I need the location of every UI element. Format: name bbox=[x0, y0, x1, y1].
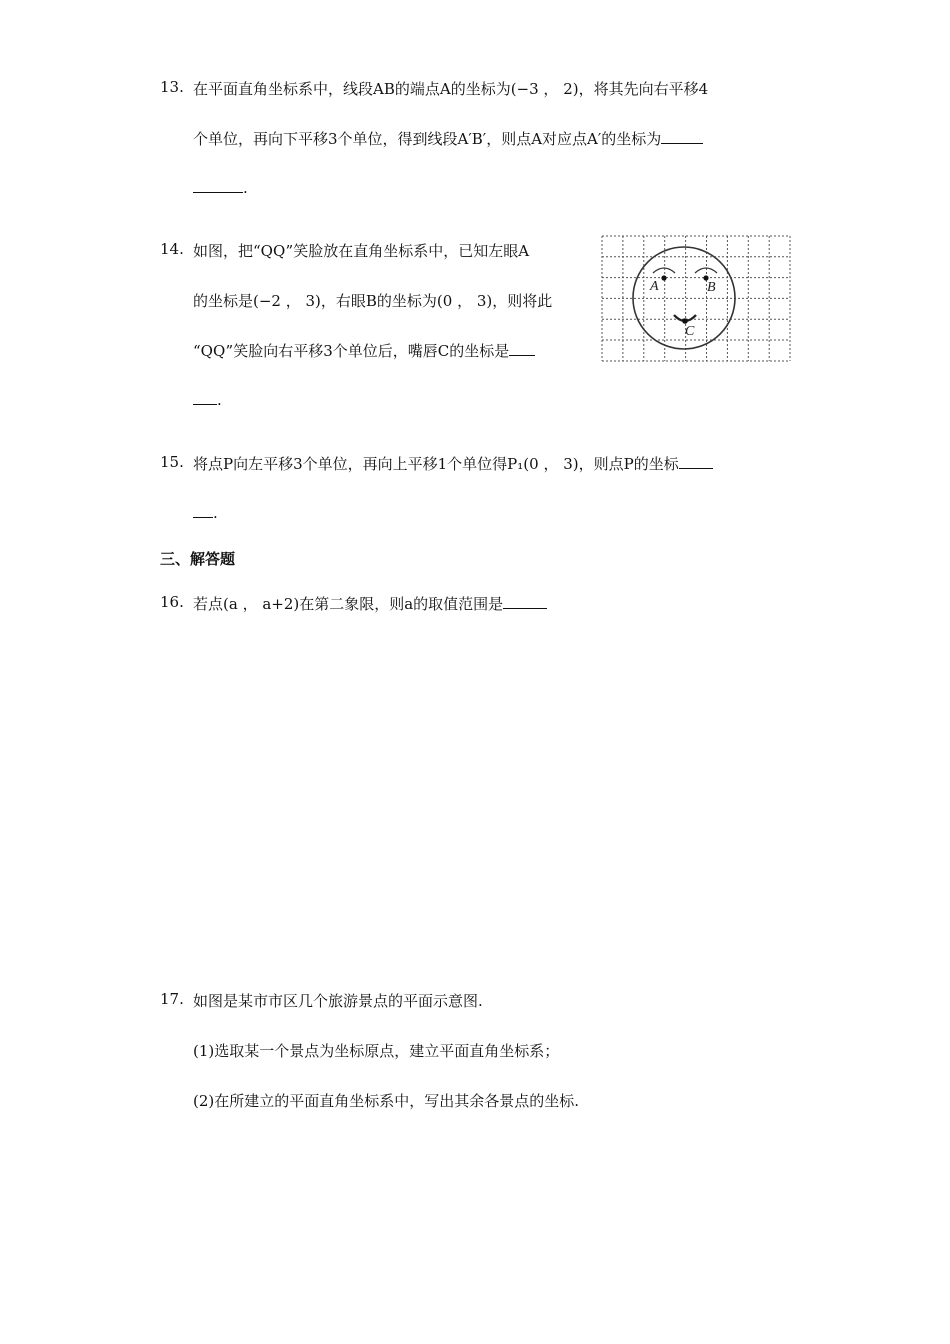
q13-period: . bbox=[243, 179, 248, 197]
figure-grid bbox=[602, 236, 790, 361]
q14-period: . bbox=[217, 391, 222, 409]
q15-number: 15. bbox=[160, 453, 184, 471]
q17-part1: (1)选取某一个景点为坐标原点，建立平面直角坐标系； bbox=[193, 1042, 560, 1060]
q13-answer-blank-1 bbox=[661, 129, 703, 144]
label-b: B bbox=[707, 280, 716, 295]
q14-number: 14. bbox=[160, 240, 184, 258]
q16-line1 bbox=[193, 593, 547, 614]
left-eye-point-a bbox=[661, 275, 666, 280]
q15-answer-blank-2 bbox=[193, 503, 213, 518]
q15-answer-blank-1 bbox=[679, 454, 713, 469]
q14-answer-blank-2 bbox=[193, 390, 217, 405]
mouth-point-c bbox=[682, 318, 688, 324]
q15-line1 bbox=[193, 453, 713, 474]
section-title: 三、解答题 bbox=[160, 550, 236, 568]
q14-answer-blank-1 bbox=[509, 341, 535, 356]
qq-smiley-figure bbox=[601, 235, 791, 363]
q17-line1: 如图是某市市区几个旅游景点的平面示意图. bbox=[193, 992, 483, 1010]
q16-answer-blank bbox=[503, 594, 547, 609]
label-c: C bbox=[685, 324, 695, 339]
q14-line3 bbox=[193, 340, 535, 361]
label-a: A bbox=[650, 279, 659, 294]
left-eyebrow bbox=[653, 268, 675, 273]
q14-line2: 的坐标是(−2 ， 3)，右眼B的坐标为(0 ， 3)，则将此 bbox=[193, 292, 553, 310]
q13-line2-text: 个单位，再向下平移3个单位，得到线段A′B′，则点A对应点A′的坐标为 bbox=[193, 130, 662, 148]
q14-line3-text: “QQ”笑脸向右平移3个单位后，嘴唇C的坐标是 bbox=[193, 342, 510, 360]
q13-line2 bbox=[193, 128, 703, 149]
q14-line4 bbox=[193, 390, 222, 409]
q15-line2 bbox=[193, 503, 218, 522]
q15-period: . bbox=[213, 504, 218, 522]
q17-part2: (2)在所建立的平面直角坐标系中，写出其余各景点的坐标. bbox=[193, 1092, 580, 1110]
q17-number: 17. bbox=[160, 990, 184, 1008]
q16-line1-text: 若点(a ， a+2)在第二象限，则a的取值范围是 bbox=[193, 595, 504, 613]
q13-answer-blank-2 bbox=[193, 178, 243, 193]
q13-number: 13. bbox=[160, 78, 184, 96]
q16-number: 16. bbox=[160, 593, 184, 611]
q15-line1-text: 将点P向左平移3个单位，再向上平移1个单位得P₁(0 ， 3)，则点P的坐标 bbox=[193, 455, 679, 473]
q13-line1: 在平面直角坐标系中，线段AB的端点A的坐标为(−3 ， 2)，将其先向右平移4 bbox=[193, 80, 709, 98]
q14-line1: 如图，把“QQ”笑脸放在直角坐标系中，已知左眼A bbox=[193, 242, 530, 260]
q13-line3 bbox=[193, 178, 248, 197]
